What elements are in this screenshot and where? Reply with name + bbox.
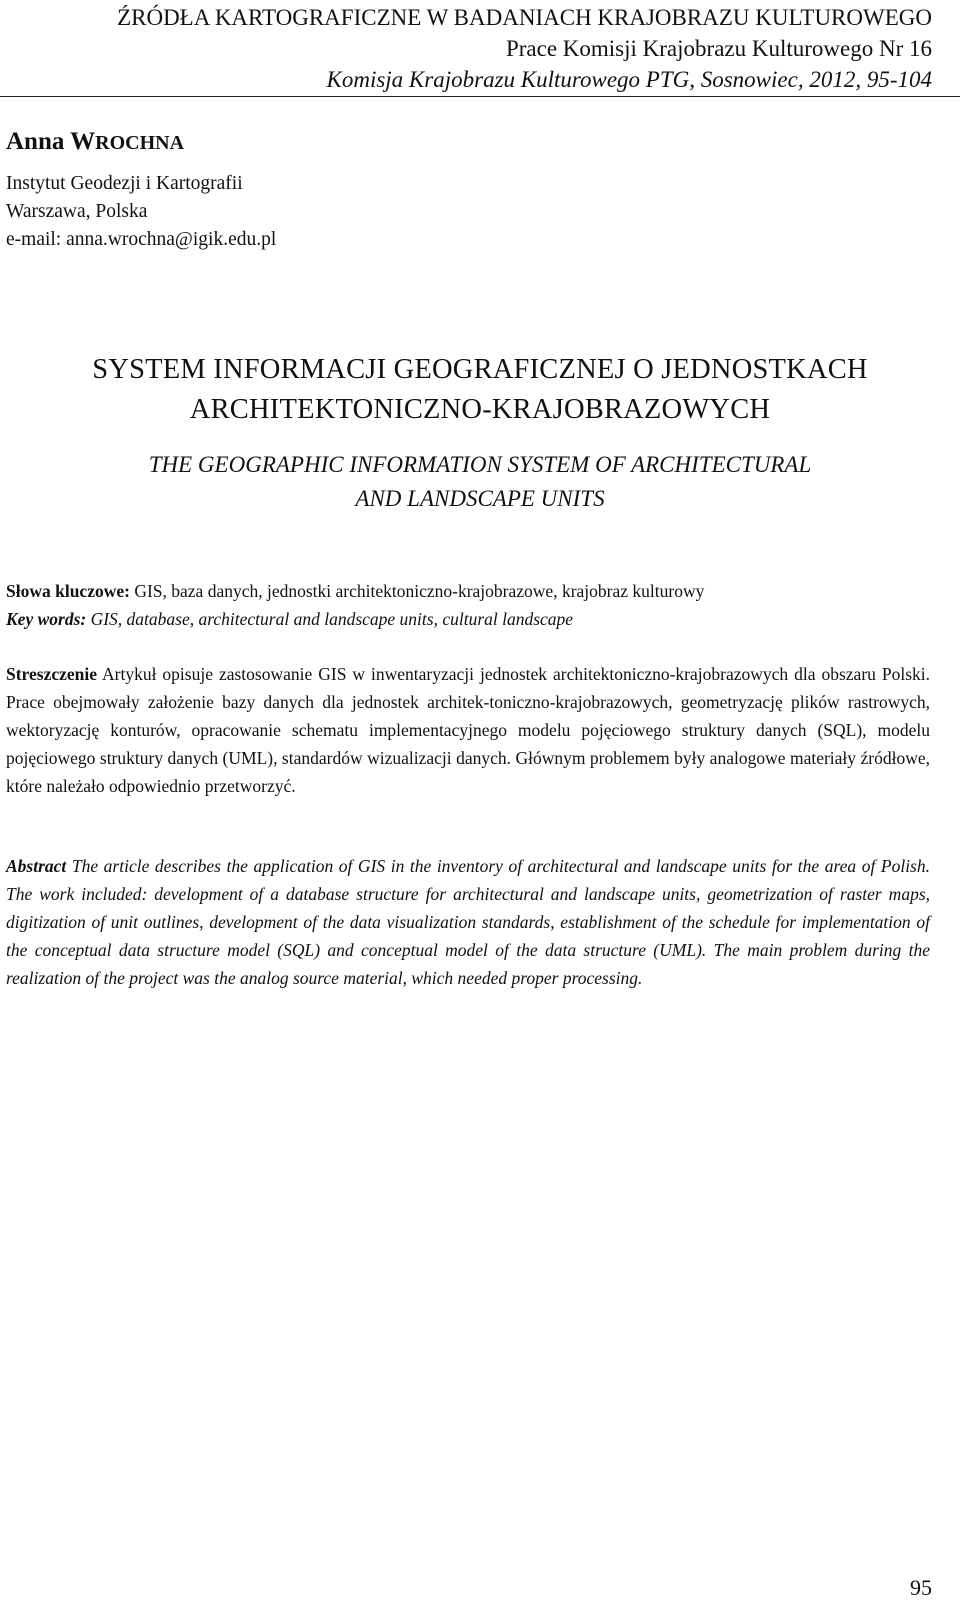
publication-info: Komisja Krajobrazu Kulturowego PTG, Sosnowiec, 2012, 95-104 <box>326 67 932 92</box>
header-divider <box>0 96 960 97</box>
article-title-en <box>0 448 960 516</box>
author-name-smallcaps: ROCHNA <box>95 132 185 154</box>
email: e-mail: anna.wrochna@igik.edu.pl <box>6 229 277 250</box>
abstract-pl-label: Streszczenie <box>6 664 98 684</box>
keywords-pl-text: GIS, baza danych, jednostki architektoniczno-krajobrazowe, krajobraz kulturowy <box>129 581 705 601</box>
author-name <box>6 128 184 156</box>
keywords-en <box>6 605 930 633</box>
article-title-en-line1: THE GEOGRAPHIC INFORMATION SYSTEM OF ARCHITECTURAL <box>148 452 812 477</box>
article-title-pl <box>0 350 960 430</box>
author-name-first: Anna W <box>6 128 96 155</box>
article-title-en-line2: AND LANDSCAPE UNITS <box>355 486 605 511</box>
abstract-pl-text: Artykuł opisuje zastosowanie GIS w inwentaryzacji jednostek architektoniczno-krajobrazowych dla obszaru Polski. Prace obejmowały założenie bazy danych dla jednostek architek-toniczno-krajobrazowych, geometryzację plików rastrowych, wektoryzację konturów, opracowanie schematu implementacyjnego modelu pojęciowego struktury danych (SQL), modelu pojęciowego struktury danych (UML), standardów wizualizacji danych. Głównym problemem były analogowe materiały źródłowe, które należało odpowiednio przetworzyć. <box>6 664 930 796</box>
series-title: ŹRÓDŁA KARTOGRAFICZNE W BADANIACH KRAJOBRAZU KULTUROWEGO <box>117 5 932 30</box>
abstract-pl <box>6 660 930 800</box>
keywords-en-text: GIS, database, architectural and landscape units, cultural landscape <box>86 609 574 629</box>
abstract-en-label: Abstract <box>6 856 67 876</box>
location: Warszawa, Polska <box>6 201 148 222</box>
keywords <box>6 577 930 633</box>
institution: Instytut Geodezji i Kartografii <box>6 173 243 194</box>
abstract-en-text: The article describes the application of GIS in the inventory of architectural and landscape units for the area of Polish. The work included: development of a database structure for architectural and landscape units, geometrization of raster maps, digitization of unit outlines, development of the data visualization standards, establishment of the schedule for implementation of the conceptual data structure model (SQL) and conceptual model of the data structure (UML). The main problem during the realization of the project was the analog source material, which needed proper processing. <box>6 856 930 988</box>
author-affiliation <box>6 170 276 254</box>
keywords-pl <box>6 577 930 605</box>
article-title-pl-line2: ARCHITEKTONICZNO-KRAJOBRAZOWYCH <box>189 394 771 425</box>
series-subtitle: Prace Komisji Krajobrazu Kulturowego Nr 16 <box>505 36 932 61</box>
keywords-en-label: Key words: <box>6 609 87 629</box>
running-header <box>0 2 932 95</box>
keywords-pl-label: Słowa kluczowe: <box>6 581 130 601</box>
abstract-en <box>6 852 930 992</box>
article-title-pl-line1: SYSTEM INFORMACJI GEOGRAFICZNEJ O JEDNOSTKACH <box>92 354 868 385</box>
page-number: 95 <box>910 1575 932 1600</box>
